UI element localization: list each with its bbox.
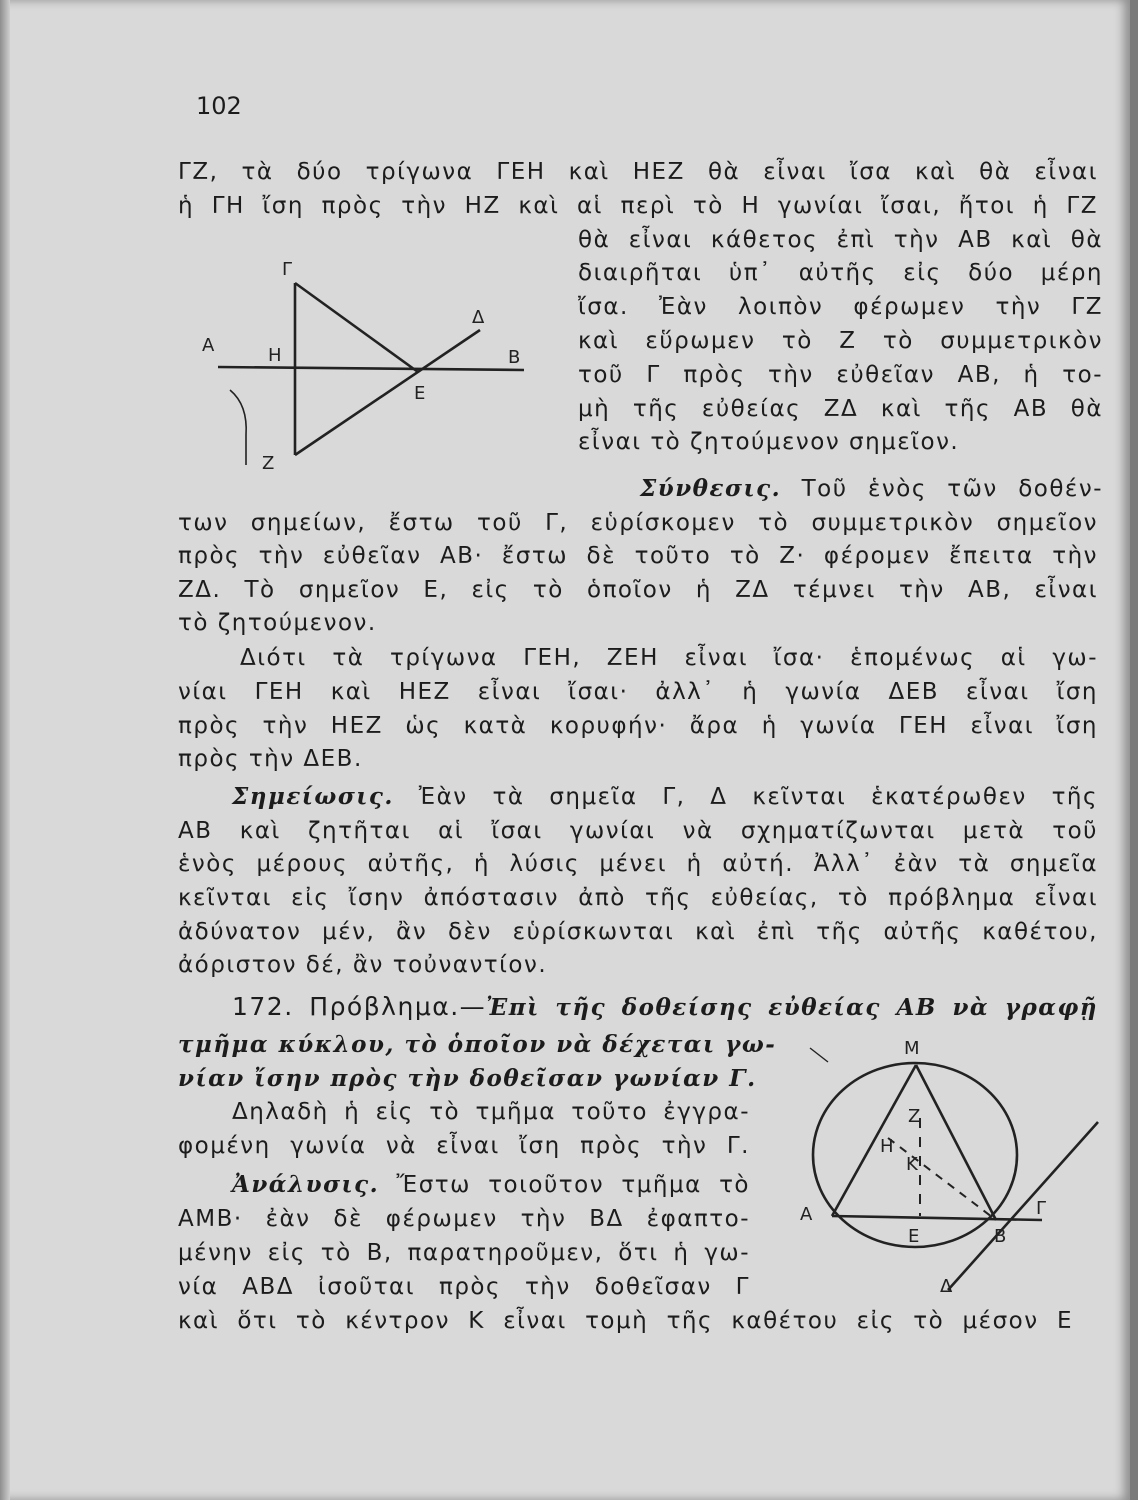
analysis-heading: Ἀνάλυσις. — [232, 1171, 380, 1198]
text-line: κεῖνται εἰς ἴσην ἀπόστασιν ἀπὸ τῆς εὐθείας, τὸ πρόβλημα εἶναι — [178, 885, 1098, 911]
label-m: Μ — [904, 1038, 920, 1059]
label-h: Η — [268, 345, 282, 366]
text-line: των σημείων, ἔστω τοῦ Γ, εὑρίσκομεν τὸ συμμετρικὸν σημεῖον — [178, 510, 1098, 536]
text-line: καὶ εὕρωμεν τὸ Ζ τὸ συμμετρικὸν — [578, 328, 1103, 354]
label-k: Κ — [906, 1154, 918, 1175]
label-z: Ζ — [262, 453, 275, 474]
label-h: Η — [880, 1136, 894, 1157]
text-line: διαιρῆται ὑπ᾽ αὐτῆς εἰς δύο μέρη — [578, 260, 1103, 286]
text-line: Διότι τὰ τρίγωνα ΓΕΗ, ΖΕΗ εἶναι ἴσα· ἑπομένως αἱ γω- — [240, 645, 1098, 671]
text-line: ΑΒ καὶ ζητῆται αἱ ἴσαι γωνίαι νὰ σχηματίζωνται μετὰ τοῦ — [178, 818, 1098, 844]
analysis-first-line — [232, 1170, 750, 1200]
text-line: τὸ ζητούμενον. — [178, 610, 377, 636]
margin-stroke — [230, 390, 246, 465]
text-line: ἑνὸς μέρους αὐτῆς, ἡ λύσις μένει ἡ αὐτή. Ἀλλ᾽ ἐὰν τὰ σημεῖα — [178, 851, 1098, 877]
label-d: Δ — [940, 1276, 953, 1297]
text-line: μένην εἰς τὸ Β, παρατηροῦμεν, ὅτι ἡ γω- — [178, 1240, 750, 1266]
remark-heading: Σημείωσις. — [232, 783, 394, 810]
text-line: ἴσα. Ἐὰν λοιπὸν φέρωμεν τὴν ΓΖ — [578, 294, 1103, 320]
remark-start: Ἐὰν τὰ σημεῖα Γ, Δ κεῖνται ἑκατέρωθεν τῆς — [418, 784, 1098, 810]
text-line: πρὸς τὴν εὐθεῖαν ΑΒ· ἔστω δὲ τοῦτο τὸ Ζ· φέρομεν ἔπειτα τὴν — [178, 543, 1098, 569]
text-line: ἡ ΓΗ ἴση πρὸς τὴν ΗΖ καὶ αἱ περὶ τὸ Η γωνίαι ἴσαι, ἤτοι ἡ ΓΖ — [178, 193, 1098, 219]
figure-symmetric-point — [190, 255, 550, 485]
text-line: ΑΜΒ· ἐὰν δὲ φέρωμεν τὴν ΒΔ ἐφαπτο- — [178, 1206, 750, 1232]
line-ge — [295, 283, 418, 372]
text-line: θὰ εἶναι κάθετος ἐπὶ τὴν ΑΒ καὶ θὰ — [578, 227, 1103, 253]
problem-title-line — [232, 992, 1098, 1023]
text-line: ἀδύνατον μέν, ἂν δὲν εὑρίσκωνται καὶ ἐπὶ τῆς αὐτῆς καθέτου, — [178, 919, 1098, 945]
text-line: νίαι ΓΕΗ καὶ ΗΕΖ εἶναι ἴσαι· ἀλλ᾽ ἡ γωνία ΔΕΒ εἶναι ἴση — [178, 679, 1098, 705]
problem-statement: Ἐπὶ τῆς δοθείσης εὐθείας ΑΒ νὰ γραφῇ — [486, 994, 1098, 1021]
label-d: Δ — [472, 307, 485, 328]
remark-first-line — [232, 782, 1098, 812]
synthesis-start: Τοῦ ἑνὸς τῶν δοθέν- — [801, 476, 1103, 502]
dashed-hb — [888, 1138, 996, 1220]
text-line: πρὸς τὴν ΗΕΖ ὡς κατὰ κορυφήν· ἄρα ἡ γωνία ΓΕΗ εἶναι ἴση — [178, 713, 1098, 739]
tick-mark — [810, 1048, 828, 1062]
text-line: εἶναι τὸ ζητούμενον σημεῖον. — [578, 429, 960, 455]
synthesis-heading: Σύνθεσις. — [640, 475, 782, 502]
label-e: Ε — [908, 1226, 920, 1247]
problem-number: 172. Πρόβλημα.— — [232, 992, 487, 1021]
page-edge — [0, 0, 10, 1500]
label-g: Γ — [282, 259, 293, 280]
synthesis-first-line — [640, 474, 1103, 504]
page-number: 102 — [196, 92, 242, 120]
text-line: ἀόριστον δέ, ἂν τοὐναντίον. — [178, 952, 548, 978]
label-b: Β — [994, 1226, 1007, 1247]
label-a: Α — [202, 335, 215, 356]
figure-circle-segment — [780, 1030, 1110, 1300]
label-z: Ζ — [908, 1106, 921, 1127]
label-e: Ε — [414, 383, 426, 404]
text-line: μὴ τῆς εὐθείας ΖΔ καὶ τῆς ΑΒ θὰ — [578, 396, 1103, 422]
text-line: καὶ ὅτι τὸ κέντρον Κ εἶναι τομὴ τῆς καθέτου εἰς τὸ μέσον Ε — [178, 1308, 1073, 1334]
tangent-bd — [948, 1122, 1098, 1290]
problem-statement-line: τμῆμα κύκλου, τὸ ὁποῖον νὰ δέχεται γω- — [178, 1031, 777, 1058]
label-b: Β — [508, 347, 521, 368]
label-a: Α — [800, 1204, 813, 1225]
label-g: Γ — [1036, 1198, 1047, 1219]
text-line: νία ΑΒΔ ἰσοῦται πρὸς τὴν δοθεῖσαν Γ — [178, 1274, 750, 1300]
text-line: φομένη γωνία νὰ εἶναι ἴση πρὸς τὴν Γ. — [178, 1133, 750, 1159]
analysis-start: Ἔστω τοιοῦτον τμῆμα τὸ — [396, 1172, 751, 1198]
text-line: ΓΖ, τὰ δύο τρίγωνα ΓΕΗ καὶ ΗΕΖ θὰ εἶναι ἴσα καὶ θὰ εἶναι — [178, 159, 1098, 185]
line-ab — [218, 367, 524, 370]
text-line: ΖΔ. Τὸ σημεῖον Ε, εἰς τὸ ὁποῖον ἡ ΖΔ τέμνει τὴν ΑΒ, εἶναι — [178, 577, 1098, 603]
text-line: πρὸς τὴν ΔΕΒ. — [178, 746, 363, 772]
text-line: τοῦ Γ πρὸς τὴν εὐθεῖαν ΑΒ, ἡ το- — [578, 362, 1103, 388]
problem-statement-line: νίαν ἴσην πρὸς τὴν δοθεῖσαν γωνίαν Γ. — [178, 1065, 757, 1092]
text-line: Δηλαδὴ ἡ εἰς τὸ τμῆμα τοῦτο ἐγγρα- — [232, 1099, 750, 1125]
